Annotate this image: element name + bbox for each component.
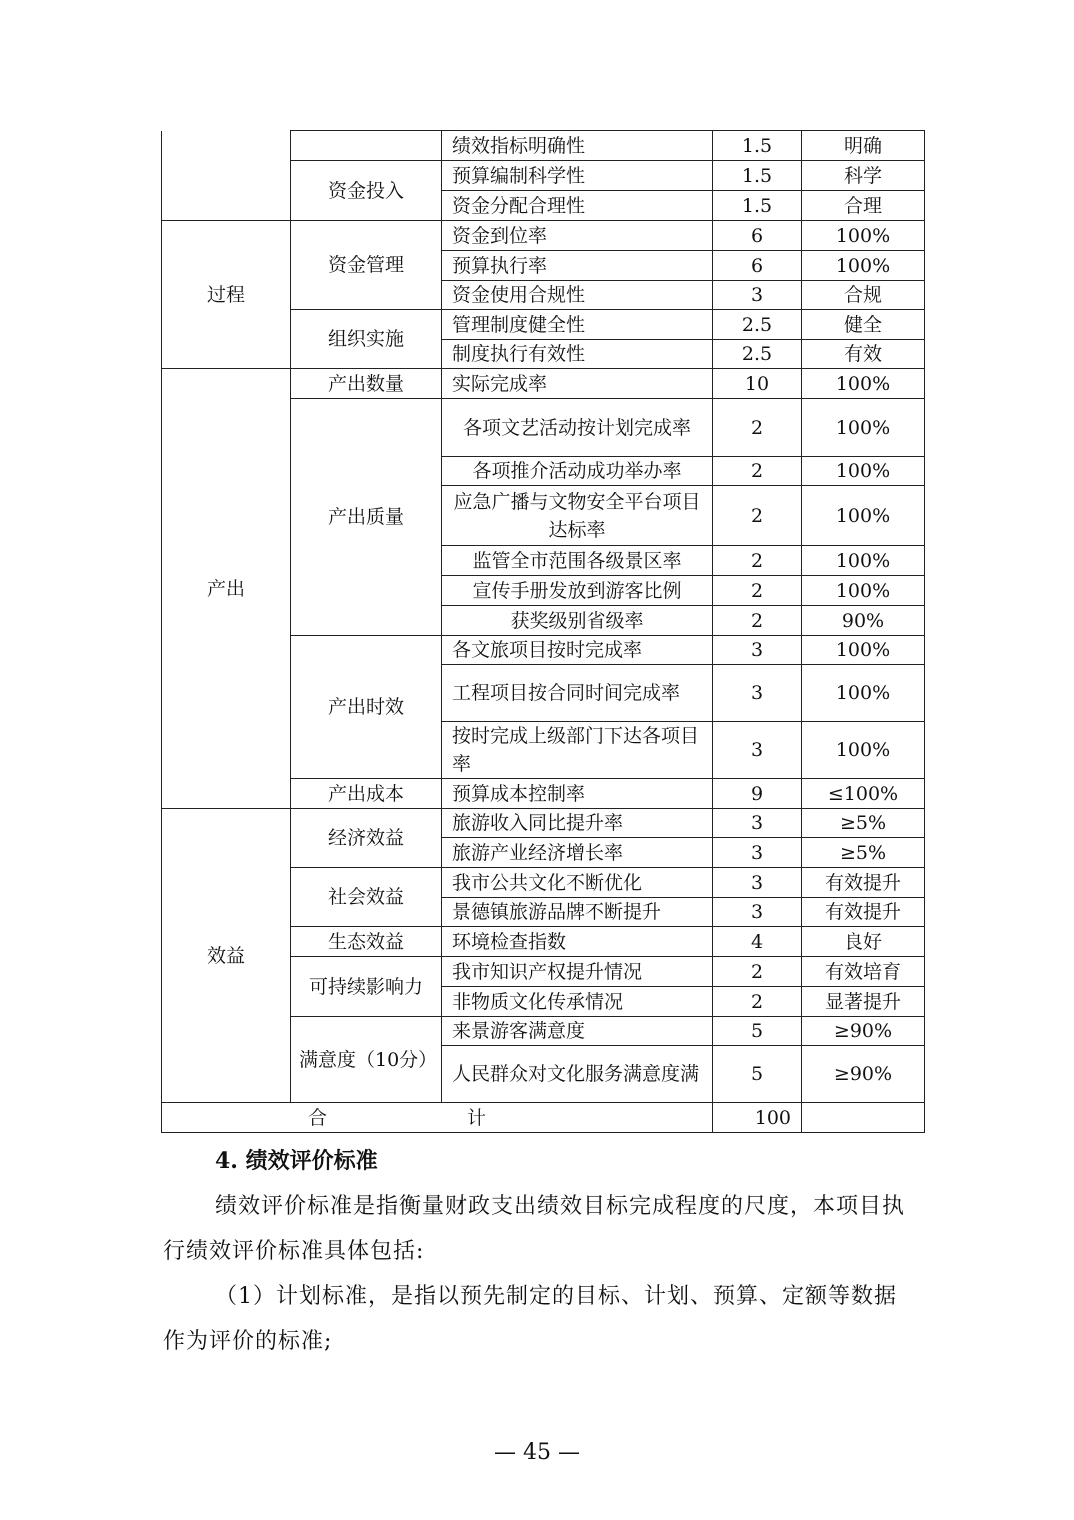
standard-cell: 良好 [802, 927, 925, 957]
standard-cell: 100% [802, 546, 925, 576]
total-label [162, 1103, 713, 1133]
score-cell: 3 [713, 838, 802, 868]
category-level2: 产出时效 [291, 636, 442, 779]
standard-cell: 100% [802, 457, 925, 486]
category-level2: 组织实施 [291, 310, 442, 369]
indicator-cell: 资金分配合理性 [442, 191, 713, 221]
score-cell: 2 [713, 546, 802, 576]
category-level2: 资金投入 [291, 161, 442, 221]
section-heading: 4. 绩效评价标准 [215, 1148, 378, 1174]
indicator-cell: 景德镇旅游品牌不断提升 [442, 898, 713, 927]
indicator-cell: 应急广播与文物安全平台项目达标率 [442, 486, 713, 546]
score-cell: 5 [713, 1046, 802, 1103]
category-level2: 产出质量 [291, 399, 442, 636]
total-label-a: 合 [307, 1106, 327, 1129]
indicator-cell: 获奖级别省级率 [442, 606, 713, 636]
indicator-cell: 各文旅项目按时完成率 [442, 636, 713, 665]
table-row [162, 369, 925, 399]
score-cell: 3 [713, 636, 802, 665]
standard-cell: 100% [802, 486, 925, 546]
standard-cell: ≥5% [802, 838, 925, 868]
score-cell: 6 [713, 251, 802, 281]
indicator-cell: 绩效指标明确性 [442, 131, 713, 161]
standard-cell: 100% [802, 221, 925, 251]
category-level2: 产出数量 [291, 369, 442, 399]
indicator-cell: 监管全市范围各级景区率 [442, 546, 713, 576]
score-cell: 2 [713, 457, 802, 486]
standard-cell: 明确 [802, 131, 925, 161]
score-cell: 10 [713, 369, 802, 399]
total-label-b: 计 [467, 1106, 487, 1129]
indicator-cell: 旅游收入同比提升率 [442, 809, 713, 838]
category-level2 [291, 131, 442, 161]
standard-cell: 有效提升 [802, 898, 925, 927]
score-cell: 1.5 [713, 191, 802, 221]
standard-cell: ≥90% [802, 1046, 925, 1103]
score-cell: 2 [713, 987, 802, 1017]
table-row [162, 221, 925, 251]
score-cell: 1.5 [713, 161, 802, 191]
standard-cell: 100% [802, 665, 925, 722]
standard-cell: 合规 [802, 281, 925, 310]
performance-indicator-table [161, 130, 925, 1133]
standard-cell: ≥5% [802, 809, 925, 838]
indicator-cell: 非物质文化传承情况 [442, 987, 713, 1017]
category-level2: 生态效益 [291, 927, 442, 957]
standard-cell: 有效培育 [802, 957, 925, 987]
standard-cell: 100% [802, 722, 925, 779]
score-cell: 3 [713, 898, 802, 927]
standard-cell: 科学 [802, 161, 925, 191]
standard-cell: 90% [802, 606, 925, 636]
score-cell: 3 [713, 665, 802, 722]
standard-cell: 100% [802, 251, 925, 281]
indicator-cell: 按时完成上级部门下达各项目率 [442, 722, 713, 779]
category-level1: 产出 [162, 369, 291, 809]
score-cell: 3 [713, 868, 802, 898]
score-cell: 6 [713, 221, 802, 251]
indicator-cell: 制度执行有效性 [442, 340, 713, 369]
standard-cell: ≥90% [802, 1017, 925, 1046]
category-level2: 经济效益 [291, 809, 442, 868]
standard-cell: 100% [802, 576, 925, 606]
total-standard [802, 1103, 925, 1133]
standard-cell: 有效提升 [802, 868, 925, 898]
score-cell: 2 [713, 957, 802, 987]
score-cell: 2 [713, 399, 802, 457]
score-cell: 9 [713, 779, 802, 809]
category-level1 [162, 131, 291, 221]
total-row [162, 1103, 925, 1133]
category-level2: 满意度（10分） [291, 1017, 442, 1103]
standard-cell: 100% [802, 399, 925, 457]
indicator-cell: 我市公共文化不断优化 [442, 868, 713, 898]
total-score: 100 [713, 1103, 802, 1133]
score-cell: 4 [713, 927, 802, 957]
indicator-cell: 预算成本控制率 [442, 779, 713, 809]
indicator-cell: 资金到位率 [442, 221, 713, 251]
indicator-cell: 各项推介活动成功举办率 [442, 457, 713, 486]
indicator-cell: 我市知识产权提升情况 [442, 957, 713, 987]
category-level1: 效益 [162, 809, 291, 1103]
indicator-cell: 管理制度健全性 [442, 310, 713, 340]
table-row [162, 131, 925, 161]
category-level1: 过程 [162, 221, 291, 369]
score-cell: 3 [713, 281, 802, 310]
standard-cell: ≤100% [802, 779, 925, 809]
indicator-cell: 预算编制科学性 [442, 161, 713, 191]
page-number: — 45 — [494, 1440, 580, 1465]
standard-cell: 100% [802, 369, 925, 399]
indicator-cell: 人民群众对文化服务满意度满 [442, 1046, 713, 1103]
score-cell: 3 [713, 722, 802, 779]
score-cell: 5 [713, 1017, 802, 1046]
score-cell: 2 [713, 576, 802, 606]
standard-cell: 显著提升 [802, 987, 925, 1017]
indicator-cell: 环境检查指数 [442, 927, 713, 957]
indicator-cell: 各项文艺活动按计划完成率 [442, 399, 713, 457]
paragraph: （1）计划标准，是指以预先制定的目标、计划、预算、定额等数据作为评价的标准; [163, 1284, 897, 1354]
score-cell: 2.5 [713, 310, 802, 340]
standard-cell: 100% [802, 636, 925, 665]
category-level2: 产出成本 [291, 779, 442, 809]
score-cell: 2 [713, 606, 802, 636]
score-cell: 2 [713, 486, 802, 546]
indicator-cell: 工程项目按合同时间完成率 [442, 665, 713, 722]
score-cell: 1.5 [713, 131, 802, 161]
indicator-cell: 预算执行率 [442, 251, 713, 281]
standard-cell: 有效 [802, 340, 925, 369]
standard-cell: 健全 [802, 310, 925, 340]
score-cell: 2.5 [713, 340, 802, 369]
category-level2: 资金管理 [291, 221, 442, 310]
standard-cell: 合理 [802, 191, 925, 221]
score-cell: 3 [713, 809, 802, 838]
table-row [162, 809, 925, 838]
indicator-cell: 来景游客满意度 [442, 1017, 713, 1046]
indicator-cell: 资金使用合规性 [442, 281, 713, 310]
indicator-cell: 宣传手册发放到游客比例 [442, 576, 713, 606]
indicator-cell: 旅游产业经济增长率 [442, 838, 713, 868]
paragraph: 绩效评价标准是指衡量财政支出绩效目标完成程度的尺度，本项目执行绩效评价标准具体包括: [163, 1194, 906, 1264]
category-level2: 社会效益 [291, 868, 442, 927]
category-level2: 可持续影响力 [291, 957, 442, 1017]
indicator-cell: 实际完成率 [442, 369, 713, 399]
